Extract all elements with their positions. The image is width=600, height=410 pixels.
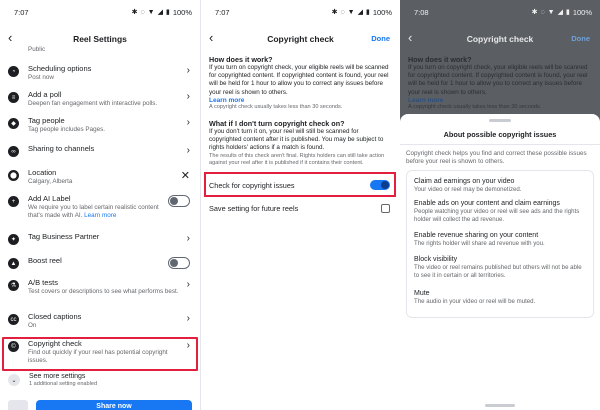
issue-item (414, 255, 586, 280)
issue-desc: People watching your video or reel will see ads and the rights holder will collect the ad revenue. (414, 208, 580, 223)
done-button[interactable]: Done (371, 34, 390, 43)
bluetooth-icon: ✱ (131, 9, 138, 16)
scheduling-options-row[interactable] (0, 64, 200, 82)
issue-item (414, 199, 586, 224)
copyright-issues-sheet-screen (400, 0, 600, 410)
tag-business-partner-row[interactable] (0, 232, 200, 245)
what-heading: What if I don't turn copyright check on? (209, 118, 345, 128)
copyright-issues-sheet (400, 114, 600, 410)
boost-reel-toggle[interactable] (168, 257, 190, 269)
issue-title: Mute (414, 290, 430, 297)
chevron-down-icon: ⌄ (8, 374, 20, 386)
issue-title: Enable ads on your content and claim earnings (414, 200, 560, 207)
how-note: A copyright check usually takes less than 30 seconds. (209, 103, 343, 110)
audience-value: Public (28, 46, 46, 53)
screen-header (400, 28, 600, 50)
how-heading: How does it work? (408, 55, 472, 64)
issue-desc: The audio in your video or reel will be muted. (414, 298, 536, 305)
learn-more-link: Learn more (408, 96, 444, 104)
poll-icon: ≡ (8, 92, 19, 103)
signal-icon: ◢ (557, 9, 563, 16)
sheet-drag-handle[interactable] (489, 119, 511, 122)
add-poll-label: Add a poll (28, 90, 62, 99)
screen-header (201, 28, 400, 50)
status-time: 7:07 (215, 7, 230, 17)
status-bar (400, 0, 600, 24)
add-ai-label-row (0, 194, 200, 220)
signal-icon: ◢ (357, 9, 363, 16)
boost-reel-label: Boost reel (28, 256, 62, 265)
copyright-icon: © (8, 341, 19, 352)
what-text: If you don't turn it on, your reel will still be scanned for copyrighted content after it is published. You may be subject to rights holders' actions if a match is found. (209, 127, 384, 152)
ab-tests-label: A/B tests (28, 278, 59, 287)
business-partner-icon: ✦ (8, 234, 19, 245)
issue-title: Claim ad earnings on your video (414, 178, 515, 185)
bluetooth-icon: ✱ (331, 9, 338, 16)
issue-item (414, 231, 586, 248)
screen-title: Copyright check (466, 34, 534, 44)
scheduling-options-value: Post now (28, 74, 54, 81)
wifi-icon: ▼ (547, 8, 555, 16)
learn-more-link[interactable]: Learn more (209, 96, 245, 104)
screen-title: Reel Settings (73, 34, 127, 44)
back-arrow-icon[interactable]: ‹ (408, 30, 413, 45)
tag-people-label: Tag people (28, 116, 65, 125)
ai-label-toggle[interactable] (168, 195, 190, 207)
save-setting-row[interactable] (209, 204, 390, 213)
chevron-right-icon: › (186, 313, 190, 324)
sheet-title: About possible copyright issues (443, 130, 557, 139)
add-poll-row[interactable] (0, 90, 200, 108)
wifi-icon: ▼ (347, 8, 355, 16)
closed-captions-value: On (28, 322, 37, 329)
sharing-to-channels-row[interactable] (0, 144, 200, 157)
channels-icon: ∞ (8, 146, 19, 157)
chevron-right-icon: › (186, 65, 190, 76)
mute-icon: ◌ (540, 8, 545, 16)
closed-captions-label: Closed captions (28, 312, 82, 321)
ai-label-icon: + (8, 196, 19, 207)
location-value: Calgary, Alberta (28, 178, 73, 185)
what-note: The results of this check aren't final. Rights holders can still take action against your reel after it is published if it contains their content. (209, 153, 385, 167)
ab-test-icon: ⚗ (8, 280, 19, 291)
tag-icon: ◆ (8, 118, 19, 129)
audience-row[interactable] (0, 46, 200, 59)
how-note: A copyright check usually takes less than 30 seconds. (408, 103, 542, 110)
boost-reel-row (0, 256, 200, 269)
mute-icon: ◌ (340, 8, 345, 16)
issues-card (406, 170, 594, 318)
check-copyright-label: Check for copyright issues (209, 180, 295, 190)
copyright-toggle-highlight (204, 172, 396, 197)
ab-tests-row[interactable] (0, 278, 200, 296)
boost-icon: ▲ (8, 258, 19, 269)
chevron-right-icon: › (186, 340, 190, 351)
learn-more-link[interactable]: Learn more (84, 212, 117, 220)
issue-desc: The rights holder will share ad revenue with you. (414, 240, 545, 247)
status-time: 7:08 (414, 7, 429, 17)
chevron-right-icon: › (186, 145, 190, 156)
see-more-sub: 1 additional setting enabled (29, 381, 98, 387)
add-ai-label-desc: We require you to label certain realistic content that's made with AI. (28, 204, 159, 220)
home-indicator (485, 404, 515, 407)
tag-people-desc: Tag people includes Pages. (28, 126, 106, 133)
chevron-right-icon: › (186, 279, 190, 290)
battery-percent: 100% (372, 7, 392, 17)
location-row[interactable] (0, 168, 200, 186)
scheduling-options-label: Scheduling options (28, 64, 92, 73)
copyright-check-desc: Find out quickly if your reel has potential copyright issues. (28, 349, 168, 365)
screen-title: Copyright check (267, 34, 334, 44)
tag-people-row[interactable] (0, 116, 200, 134)
status-bar (0, 0, 200, 24)
sheet-intro: Copyright check helps you find and correct these possible issues before your reel is shown to others. (406, 150, 587, 166)
how-heading: How does it work? (209, 55, 273, 64)
battery-percent: 100% (572, 7, 592, 17)
ab-tests-desc: Test covers or descriptions to see what performs best. (28, 288, 179, 295)
back-arrow-icon[interactable]: ‹ (209, 30, 214, 45)
bluetooth-icon: ✱ (531, 9, 538, 16)
save-setting-checkbox[interactable] (381, 204, 390, 213)
close-icon[interactable]: ✕ (180, 170, 190, 182)
how-text: If you turn on copyright check, your eligible reels will be scanned for copyrighted content. If copyrighted content is found, your reel will be held for 1 hour to allow you to correct any issues before your reel is shown to others. (408, 64, 588, 96)
battery-icon: ▮ (365, 9, 370, 16)
copyright-check-label: Copyright check (28, 339, 82, 348)
add-ai-label-label: Add AI Label (28, 194, 71, 203)
see-more-settings[interactable] (0, 372, 200, 387)
back-arrow-icon[interactable]: ‹ (8, 30, 13, 45)
bottom-action-bar (0, 397, 200, 410)
issue-desc: Your video or reel may be demonetized. (414, 186, 522, 193)
captions-icon: cc (8, 314, 19, 325)
issue-item (414, 177, 586, 194)
tag-business-partner-label: Tag Business Partner (28, 232, 100, 241)
closed-captions-row[interactable] (0, 312, 200, 330)
sheet-divider (400, 144, 600, 145)
issue-desc: The video or reel remains published but others will not be able to see it in certain or all territories. (414, 264, 582, 279)
copyright-info (209, 55, 392, 167)
status-time: 7:07 (14, 7, 29, 17)
dimmed-copyright-info (408, 55, 592, 111)
save-setting-label: Save setting for future reels (209, 204, 299, 213)
mute-icon: ◌ (140, 8, 145, 16)
share-now-button[interactable]: Share now (36, 400, 192, 410)
how-text: If you turn on copyright check, your eligible reels will be scanned for copyrighted content. If copyrighted content is found, your reel will be held for 1 hour to allow you to correct any issues before your reel is shown to others. (209, 64, 389, 96)
status-bar (201, 0, 400, 24)
copyright-check-screen (200, 0, 400, 410)
battery-icon: ▮ (165, 9, 170, 16)
save-draft-icon[interactable] (8, 400, 28, 410)
see-more-label: See more settings (29, 373, 86, 380)
battery-percent: 100% (172, 7, 192, 17)
chevron-right-icon: › (186, 233, 190, 244)
chevron-right-icon: › (186, 91, 190, 102)
location-icon: ⬤ (8, 170, 19, 181)
reel-settings-screen (0, 0, 200, 410)
chevron-right-icon: › (186, 117, 190, 128)
sharing-to-channels-label: Sharing to channels (28, 144, 95, 153)
issue-item (414, 289, 586, 306)
wifi-icon: ▼ (147, 8, 155, 16)
add-poll-desc: Deepen fan engagement with interactive polls. (28, 100, 158, 107)
location-label: Location (28, 168, 57, 177)
clock-icon: ◔ (8, 66, 19, 77)
done-button[interactable]: Done (571, 34, 590, 43)
battery-icon: ▮ (565, 9, 570, 16)
issue-title: Block visibility (414, 256, 458, 263)
copyright-row-highlight (2, 337, 198, 371)
signal-icon: ◢ (157, 9, 163, 16)
issue-title: Enable revenue sharing on your content (414, 232, 539, 239)
